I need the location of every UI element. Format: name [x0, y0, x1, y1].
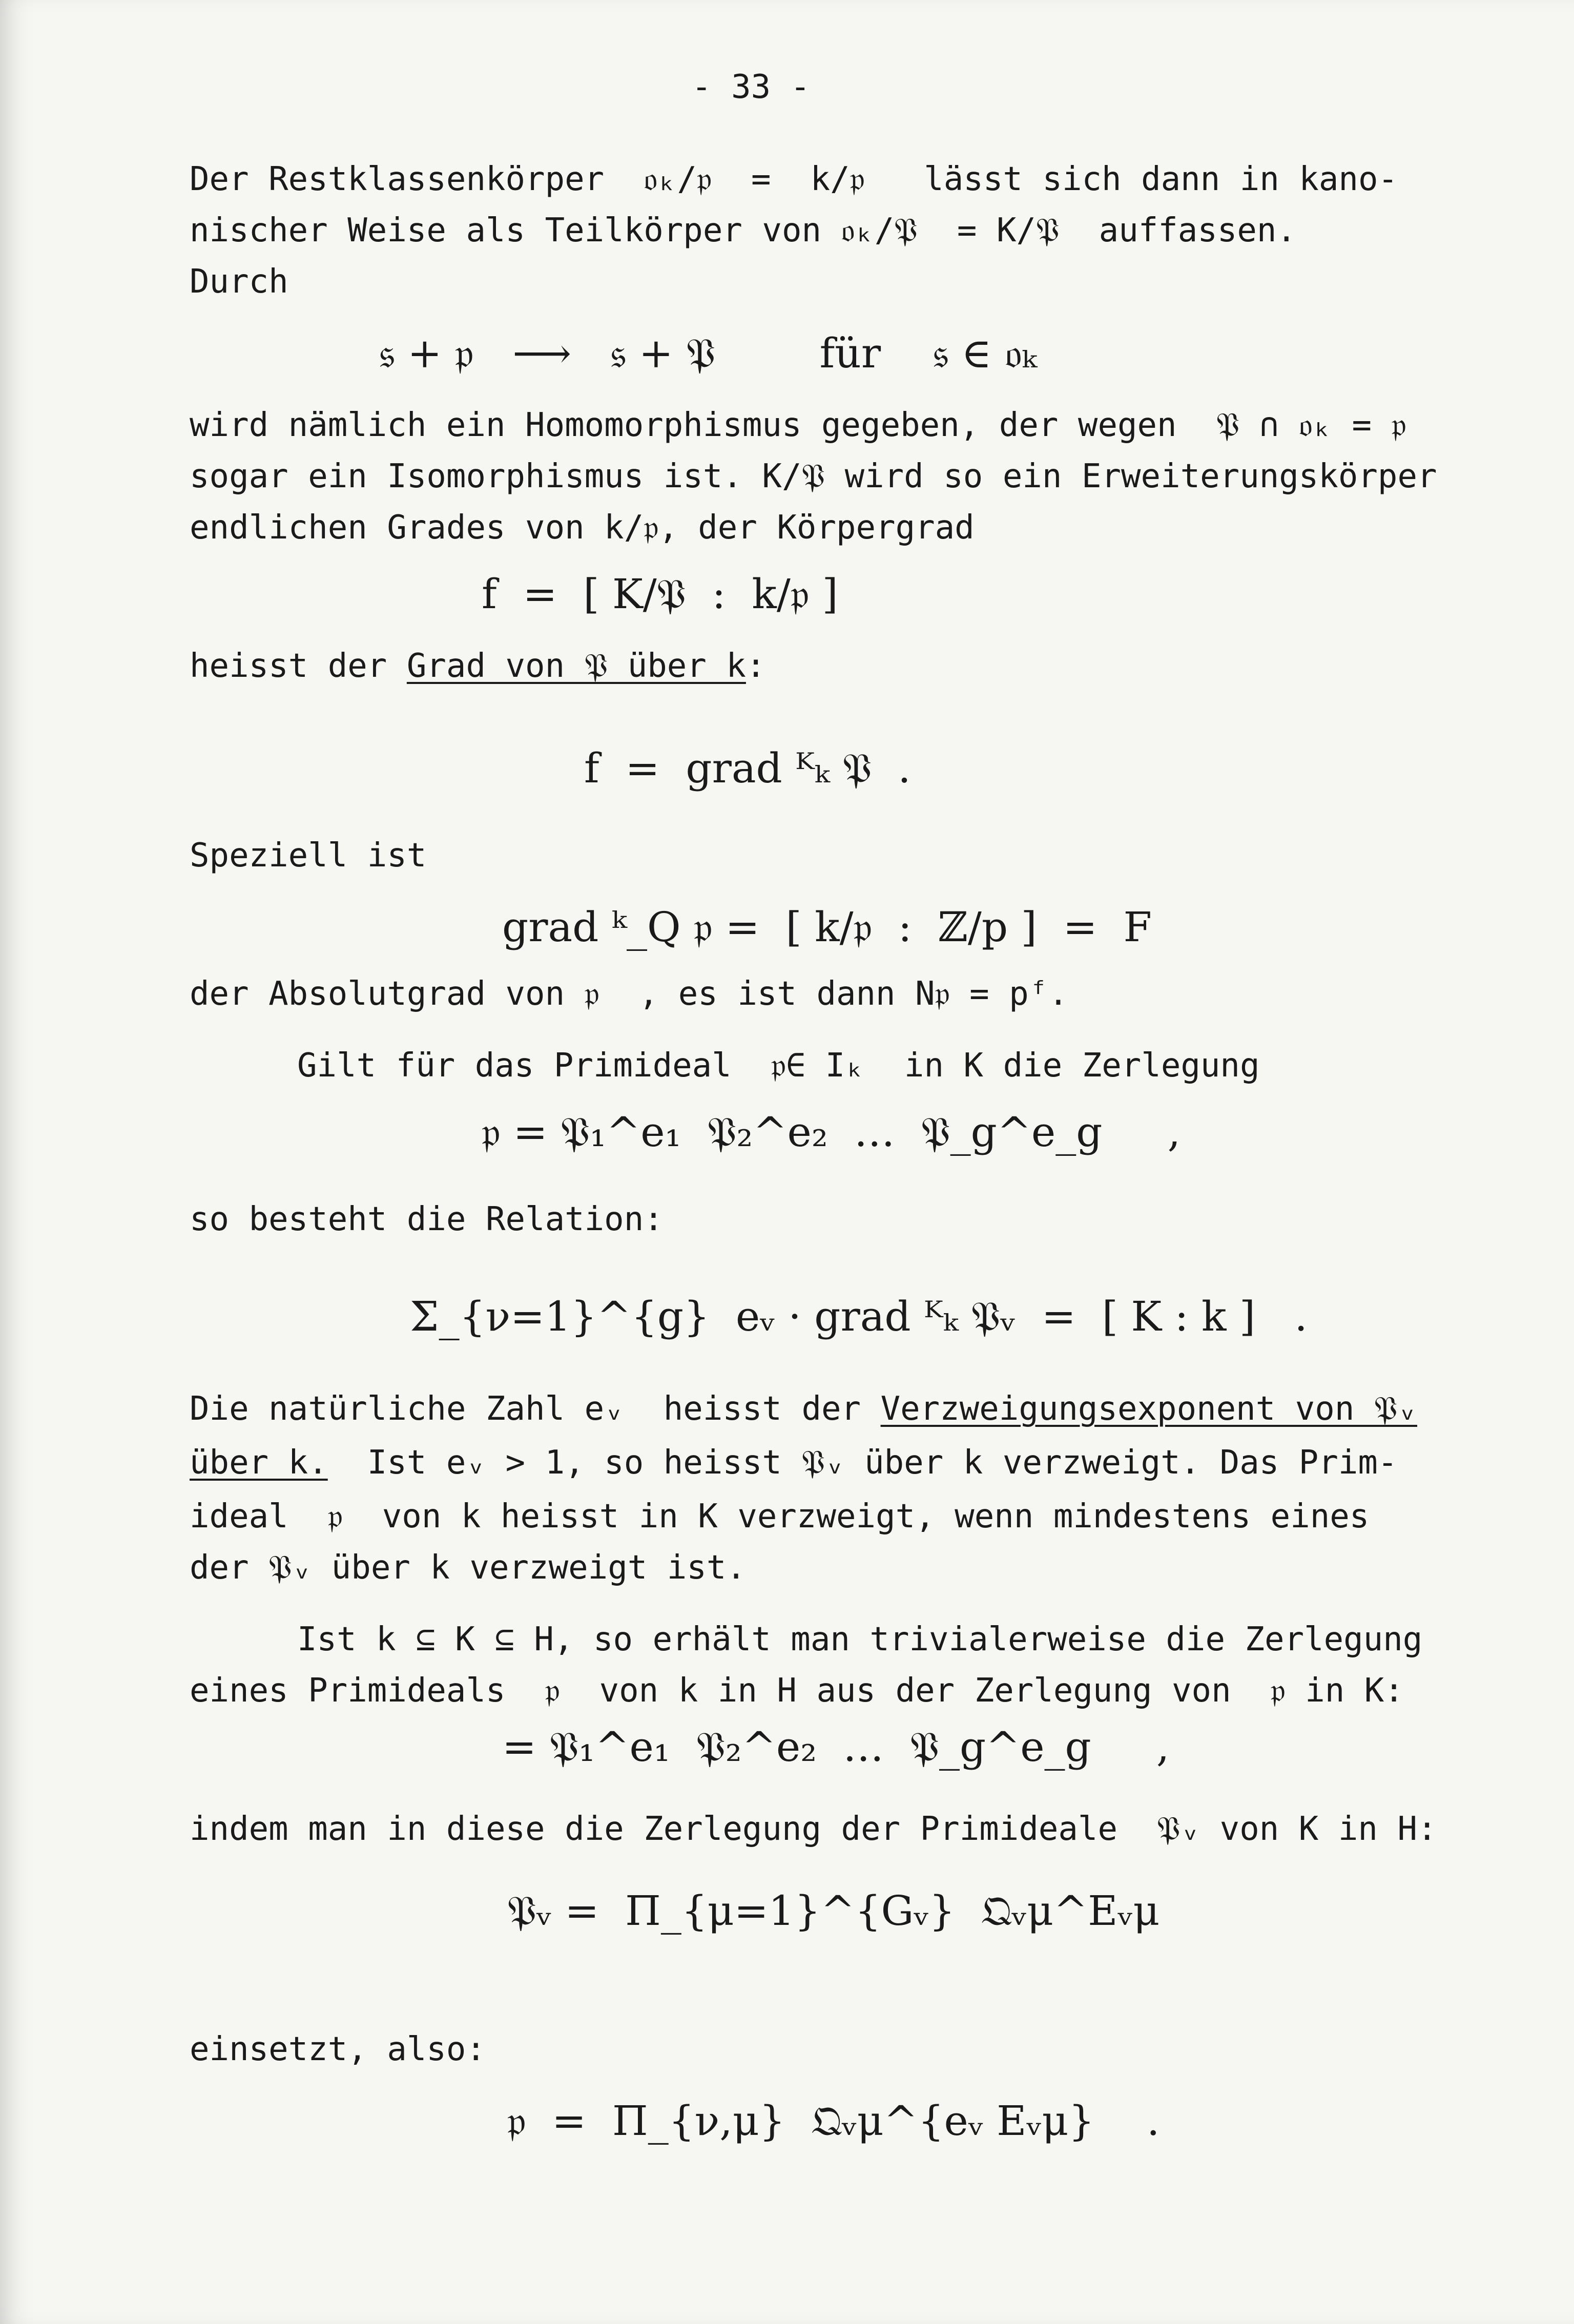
text-line-14: Gilt für das Primideal 𝔭∈ Iₖ in K die Zerlegung	[297, 1047, 1260, 1085]
formula-product: 𝔓ᵥ = Π_{μ=1}^{Gᵥ} 𝔔ᵥμ^Eᵥμ	[507, 1887, 1160, 1935]
formula-decomposition: 𝔭 = 𝔓₁^e₁ 𝔓₂^e₂ … 𝔓_g^e_g ,	[482, 1108, 1180, 1156]
text-line-9-pre: heisst der	[190, 647, 407, 685]
formula-degree-def: f = [ K/𝔓 : k/𝔭 ]	[482, 570, 838, 618]
text-line-9-post: :	[745, 647, 766, 685]
text-line-13: der Absolutgrad von 𝔭 , es ist dann N𝔭 = pᶠ.	[190, 975, 1068, 1013]
text-line-18-pre: Die natürliche Zahl eᵥ heisst der	[190, 1390, 881, 1428]
text-line-18	[190, 1388, 1417, 1429]
text-line-5: wird nämlich ein Homomorphismus gegeben, der wegen 𝔓 ∩ 𝔬ₖ = 𝔭	[190, 406, 1406, 444]
formula-decomposition-h: = 𝔓₁^e₁ 𝔓₂^e₂ … 𝔓_g^e_g ,	[502, 1723, 1170, 1771]
text-line-27: einsetzt, also:	[190, 2030, 486, 2068]
text-line-9	[190, 646, 765, 687]
formula-homomorphism: 𝔰 + 𝔭 ⟶ 𝔰 + 𝔓 für 𝔰 ∈ 𝔬ₖ	[379, 329, 1037, 377]
text-line-25: indem man in diese die Zerlegung der Primideale 𝔓ᵥ von K in H:	[190, 1810, 1437, 1848]
text-line-6: sogar ein Isomorphismus ist. K/𝔓 wird so ein Erweiterungskörper	[190, 458, 1437, 495]
text-line-1: Der Restklassenkörper 𝔬ₖ/𝔭 = k/𝔭 lässt sich dann in kano-	[190, 160, 1398, 198]
term-ueber-k: über k.	[190, 1444, 328, 1482]
text-line-21: der 𝔓ᵥ über k verzweigt ist.	[190, 1549, 746, 1587]
text-line-11: Speziell ist	[190, 837, 427, 875]
text-line-20: ideal 𝔭 von k heisst in K verzweigt, wenn mindestens eines	[190, 1498, 1370, 1536]
text-line-19	[190, 1442, 1397, 1483]
text-line-3: Durch	[190, 263, 288, 301]
text-line-19-post: Ist eᵥ > 1, so heisst 𝔓ᵥ über k verzweigt. Das Prim-	[327, 1444, 1398, 1482]
term-verzweigungsexponent: Verzweigungsexponent von 𝔓ᵥ	[880, 1390, 1417, 1428]
page-number: - 33 -	[692, 68, 811, 106]
text-line-7: endlichen Grades von k/𝔭, der Körpergrad	[190, 509, 975, 547]
text-line-16: so besteht die Relation:	[190, 1200, 664, 1238]
text-line-2: nischer Weise als Teilkörper von 𝔬ₖ/𝔓 = K/𝔓 auffassen.	[190, 212, 1296, 250]
term-grad-von: Grad von 𝔓 über k	[406, 647, 746, 685]
text-line-23: eines Primideals 𝔭 von k in H aus der Zerlegung von 𝔭 in K:	[190, 1672, 1404, 1710]
formula-relation: Σ_{ν=1}^{g} eᵥ · grad ᴷₖ 𝔓ᵥ = [ K : k ] .	[410, 1293, 1308, 1340]
formula-grad: f = grad ᴷₖ 𝔓 .	[584, 744, 911, 792]
text-line-22: Ist k ⊆ K ⊆ H, so erhält man trivialerweise die Zerlegung	[297, 1621, 1423, 1658]
formula-absolute-degree: grad ᵏ_Q 𝔭 = [ k/𝔭 : ℤ/p ] = F	[502, 903, 1152, 951]
formula-final-product: 𝔭 = Π_{ν,μ} 𝔔ᵥμ^{eᵥ Eᵥμ} .	[507, 2097, 1160, 2145]
